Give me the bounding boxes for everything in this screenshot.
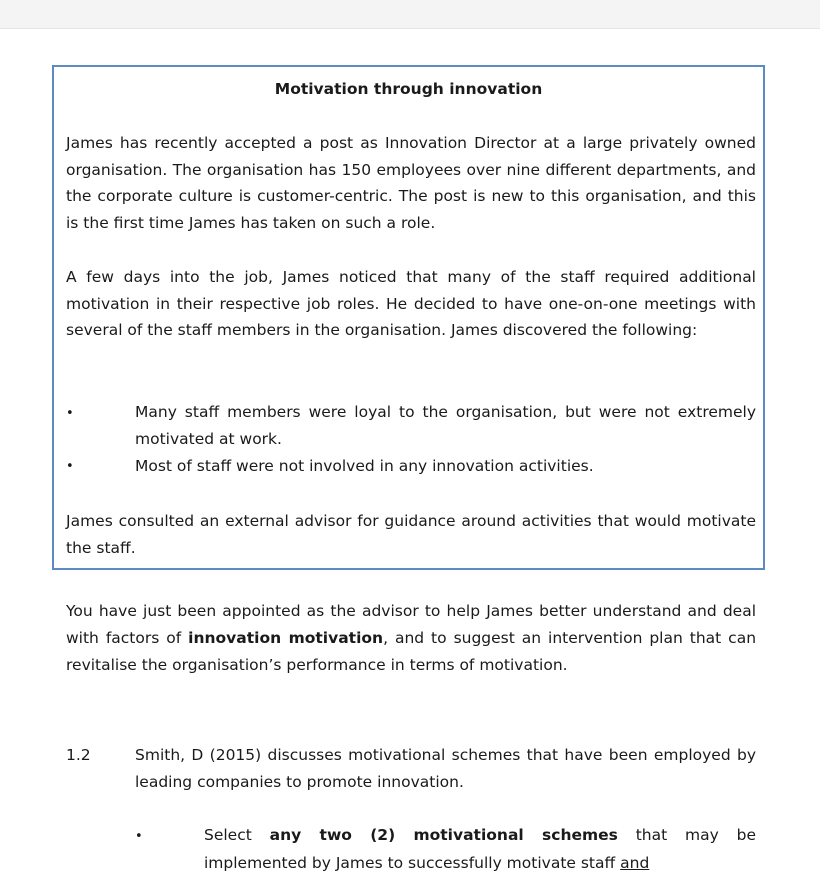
bullet-dot-1: • bbox=[66, 406, 74, 421]
case-paragraph-1: James has recently accepted a post as Innovation Director at a large privately owned organisation. The organisation has 150 employees over nine different departments, and the corporate culture is customer-centric. The post is new to this organisation, and this is the first time James has taken on such a role. bbox=[66, 134, 756, 232]
case-paragraph-3: James consulted an external advisor for guidance around activities that would motivate the staff. bbox=[66, 512, 756, 557]
case-study-title: Motivation through innovation bbox=[274, 80, 543, 98]
assignment-intro bbox=[66, 598, 756, 679]
bullet-item-2: Most of staff were not involved in any innovation activities. bbox=[135, 457, 594, 475]
question-sub-bullet: • bbox=[135, 829, 143, 844]
question-sub-text bbox=[204, 821, 756, 877]
question-number: 1.2 bbox=[66, 746, 91, 764]
sub-text-middle: that may be implemented by James to successfully motivate staff bbox=[204, 826, 756, 872]
sub-text-start: Select bbox=[204, 826, 270, 844]
bullet-item-1: Many staff members were loyal to the organisation, but were not extremely motivated at work. bbox=[135, 403, 756, 448]
case-paragraph-2: A few days into the job, James noticed that many of the staff required additional motivation in their respective job roles. He decided to have one-on-one meetings with several of the staff members in the organisation. James discovered the following: bbox=[66, 268, 756, 339]
bullet-dot-2: • bbox=[66, 459, 74, 474]
case-study-box bbox=[52, 65, 765, 570]
intro-text-start: You have just been appointed as the advisor to help James better understand and deal with factors of bbox=[66, 602, 756, 647]
sub-text-bold: any two (2) motivational schemes bbox=[269, 826, 618, 844]
question-text: Smith, D (2015) discusses motivational schemes that have been employed by leading companies to promote innovation. bbox=[135, 746, 756, 791]
sub-text-underlined: and bbox=[620, 854, 650, 872]
intro-bold-text: innovation motivation bbox=[188, 629, 384, 647]
intro-text-end: , and to suggest an intervention plan that can revitalise the organisation’s performance in terms of motivation. bbox=[66, 629, 757, 674]
viewer-top-bar bbox=[0, 0, 820, 29]
